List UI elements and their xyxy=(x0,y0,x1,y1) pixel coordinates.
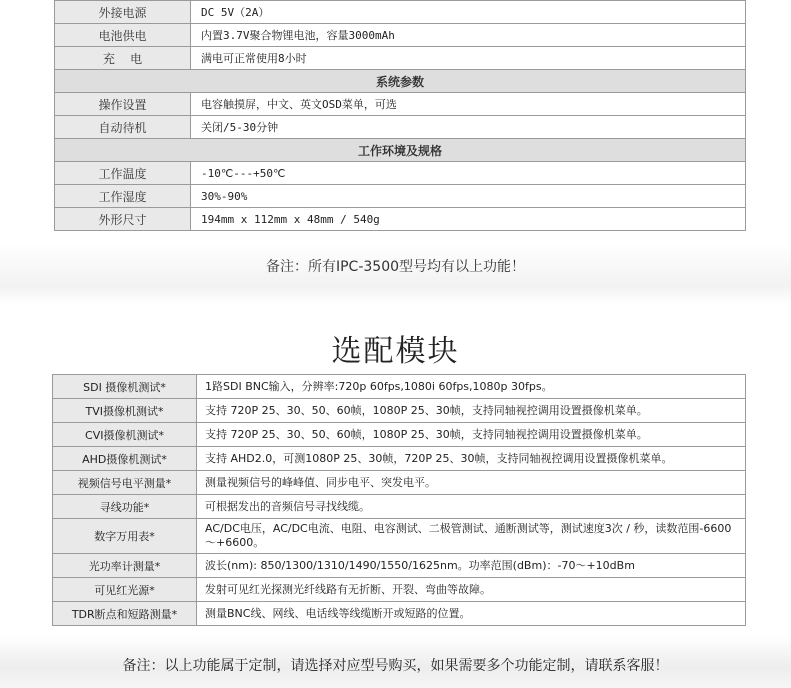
option-label: 寻线功能* xyxy=(53,495,197,519)
option-row xyxy=(53,602,746,626)
option-label: 数字万用表* xyxy=(53,519,197,554)
option-row xyxy=(53,554,746,578)
section-title: 系统参数 xyxy=(55,70,746,93)
spec-row xyxy=(55,116,746,139)
option-row xyxy=(53,375,746,399)
option-row xyxy=(53,578,746,602)
option-value: 支持 720P 25、30、50、60帧，1080P 25、30帧，支持同轴视控调用设置摄像机菜单。 xyxy=(197,399,746,423)
spec-label: 外形尺寸 xyxy=(55,208,191,231)
note-custom: 备注：以上功能属于定制，请选择对应型号购买，如果需要多个功能定制，请联系客服！ xyxy=(122,658,669,674)
spec-row xyxy=(55,208,746,231)
option-value: 测量视频信号的峰峰值、同步电平、突发电平。 xyxy=(197,471,746,495)
section-heading: 选配模块 xyxy=(331,334,460,369)
option-value: 支持 720P 25、30、50、60帧，1080P 25、30帧，支持同轴视控调用设置摄像机菜单。 xyxy=(197,423,746,447)
spec-value: 194mm x 112mm x 48mm / 540g xyxy=(191,208,746,231)
option-row xyxy=(53,447,746,471)
spec-row xyxy=(55,93,746,116)
options-table xyxy=(52,374,746,626)
spec-table xyxy=(54,0,746,231)
option-value: 支持 AHD2.0，可测1080P 25、30帧，720P 25、30帧，支持同轴视控调用设置摄像机菜单。 xyxy=(197,447,746,471)
spec-label: 充 电 xyxy=(55,47,191,70)
option-label: TDR断点和短路测量* xyxy=(53,602,197,626)
spec-label: 工作湿度 xyxy=(55,185,191,208)
spec-value: 电容触摸屏，中文、英文OSD菜单，可选 xyxy=(191,93,746,116)
option-value: 波长(nm): 850/1300/1310/1490/1550/1625nm。功率范围(dBm)：-70～+10dBm xyxy=(197,554,746,578)
option-value: 1路SDI BNC输入，分辨率:720p 60fps,1080i 60fps,1080p 30fps。 xyxy=(197,375,746,399)
option-value: 测量BNC线、网线、电话线等线缆断开或短路的位置。 xyxy=(197,602,746,626)
option-label: 视频信号电平测量* xyxy=(53,471,197,495)
section-header xyxy=(55,70,746,93)
spec-value: DC 5V（2A） xyxy=(191,1,746,24)
spec-row xyxy=(55,1,746,24)
option-label: CVI摄像机测试* xyxy=(53,423,197,447)
spec-label: 自动待机 xyxy=(55,116,191,139)
option-row xyxy=(53,423,746,447)
spec-label: 外接电源 xyxy=(55,1,191,24)
option-label: SDI 摄像机测试* xyxy=(53,375,197,399)
spec-row xyxy=(55,162,746,185)
spec-row xyxy=(55,24,746,47)
option-label: TVI摄像机测试* xyxy=(53,399,197,423)
option-value: AC/DC电压，AC/DC电流、电阻、电容测试、二极管测试、通断测试等，测试速度3次 / 秒，读数范围-6600～+6600。 xyxy=(197,519,746,554)
option-row xyxy=(53,495,746,519)
option-label: AHD摄像机测试* xyxy=(53,447,197,471)
section-title: 工作环境及规格 xyxy=(55,139,746,162)
spec-row xyxy=(55,47,746,70)
spec-value: 满电可正常使用8小时 xyxy=(191,47,746,70)
spec-value: 30%-90% xyxy=(191,185,746,208)
spec-row xyxy=(55,185,746,208)
option-row xyxy=(53,519,746,554)
option-value: 发射可见红光探测光纤线路有无折断、开裂、弯曲等故障。 xyxy=(197,578,746,602)
option-value: 可根据发出的音频信号寻找线缆。 xyxy=(197,495,746,519)
option-label: 光功率计测量* xyxy=(53,554,197,578)
option-row xyxy=(53,399,746,423)
spec-label: 电池供电 xyxy=(55,24,191,47)
option-label: 可见红光源* xyxy=(53,578,197,602)
spec-label: 工作温度 xyxy=(55,162,191,185)
spec-value: 关闭/5-30分钟 xyxy=(191,116,746,139)
spec-label: 操作设置 xyxy=(55,93,191,116)
note-all-models: 备注：所有IPC-3500型号均有以上功能！ xyxy=(265,259,526,275)
option-row xyxy=(53,471,746,495)
spec-value: -10℃---+50℃ xyxy=(191,162,746,185)
section-header xyxy=(55,139,746,162)
spec-value: 内置3.7V聚合物锂电池，容量3000mAh xyxy=(191,24,746,47)
